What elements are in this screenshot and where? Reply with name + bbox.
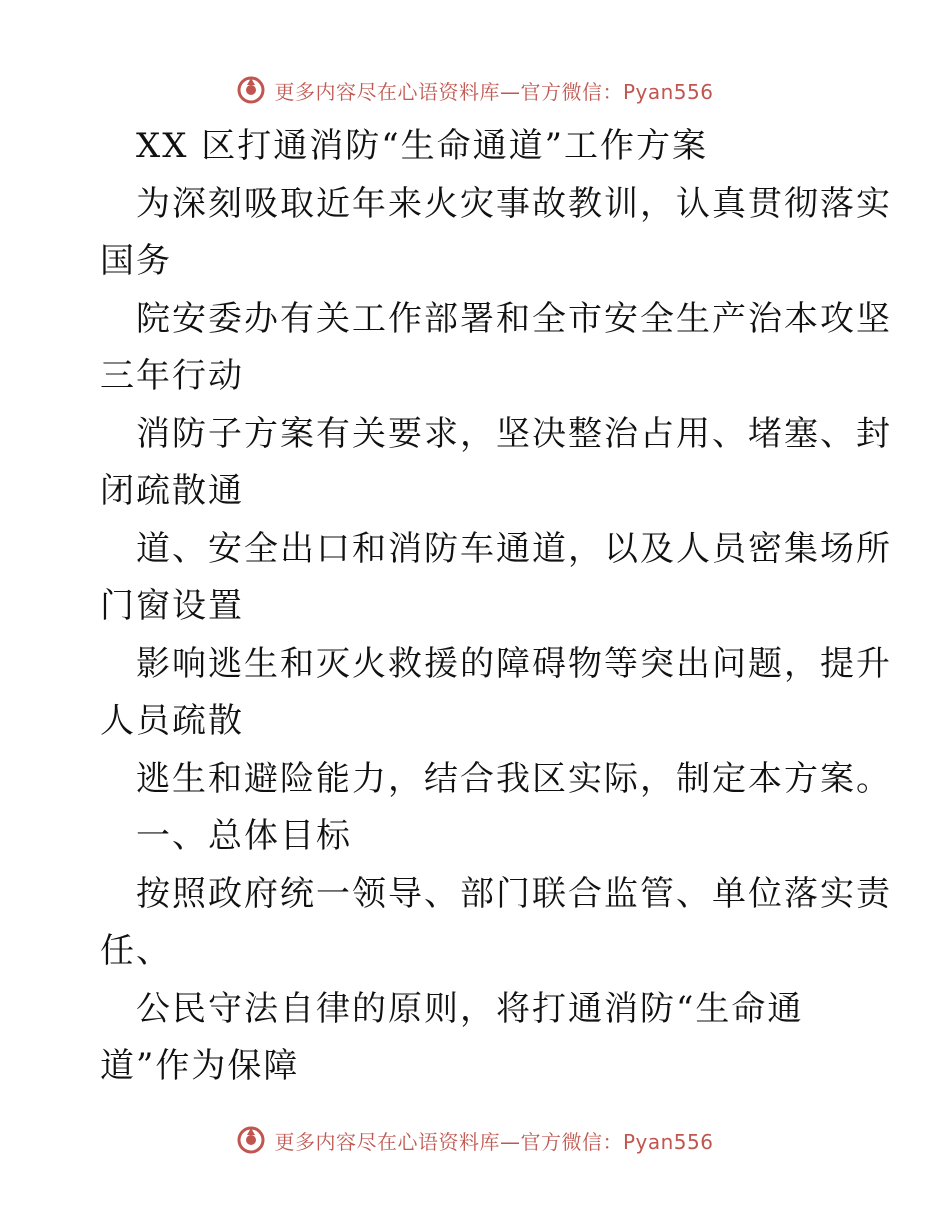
paragraph-line: 道”作为保障 <box>100 1046 300 1086</box>
watermark-logo-icon <box>236 75 266 105</box>
paragraph-line: 影响逃生和灭火救援的障碍物等突出问题，提升 <box>136 643 892 684</box>
paragraph-line: 人员疏散 <box>100 701 244 741</box>
paragraph-line: 三年行动 <box>100 356 244 396</box>
paragraph-line: 逃生和避险能力，结合我区实际，制定本方案。 <box>136 758 892 799</box>
paragraph-line: 公民守法自律的原则，将打通消防“生命通 <box>136 988 804 1029</box>
watermark-logo-icon <box>236 1125 266 1155</box>
footer-watermark-text: 更多内容尽在心语资料库—官方微信：Pyan556 <box>274 1129 714 1154</box>
paragraph-line: 任、 <box>100 931 172 971</box>
header-watermark-text: 更多内容尽在心语资料库—官方微信：Pyan556 <box>274 79 714 104</box>
paragraph-line: 按照政府统一领导、部门联合监管、单位落实责 <box>136 873 892 914</box>
paragraph-line: 消防子方案有关要求，坚决整治占用、堵塞、封 <box>136 413 892 454</box>
paragraph-line: 道、安全出口和消防车通道，以及人员密集场所 <box>136 528 892 569</box>
footer-watermark-banner <box>0 1120 950 1160</box>
document-title: XX 区打通消防“生命通道”工作方案 <box>136 126 708 166</box>
header-watermark-banner <box>0 70 950 110</box>
paragraph-line: 院安委办有关工作部署和全市安全生产治本攻坚 <box>136 298 892 339</box>
document-body <box>100 118 892 1096</box>
paragraph-line: 闭疏散通 <box>100 471 244 511</box>
paragraph-line: 为深刻吸取近年来火灾事故教训，认真贯彻落实 <box>136 183 892 224</box>
paragraph-line: 国务 <box>100 241 172 281</box>
paragraph-line: 门窗设置 <box>100 586 244 626</box>
section-heading: 一、总体目标 <box>136 816 352 856</box>
